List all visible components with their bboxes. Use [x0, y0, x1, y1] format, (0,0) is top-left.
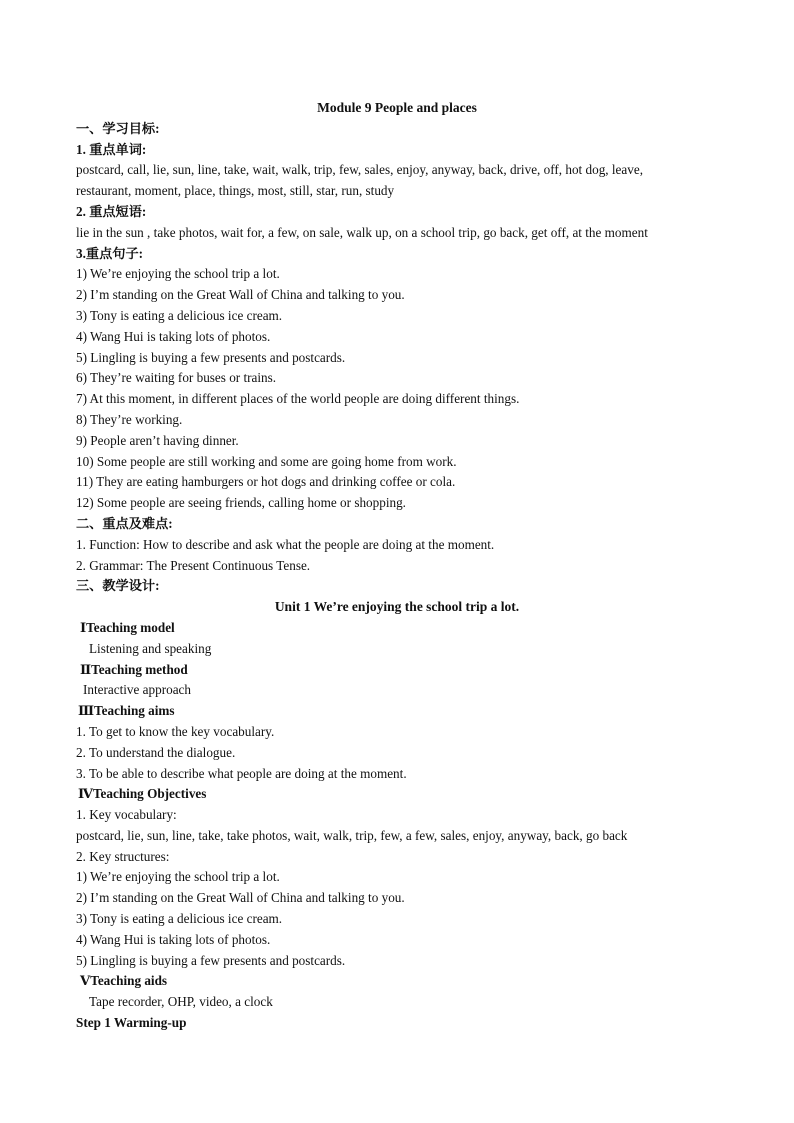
key-vocab-text: postcard, lie, sun, line, take, take photos, wait, walk, trip, few, a few, sales, enjoy, anyway, back, go back: [76, 827, 628, 843]
sentence-item: 9) People aren’t having dinner.: [76, 432, 239, 448]
phrases-text: lie in the sun , take photos, wait for, a few, on sale, walk up, on a school trip, go back, get off, at the moment: [76, 224, 648, 240]
key-structures-label: 2. Key structures:: [76, 848, 170, 864]
sentence-item: 4) Wang Hui is taking lots of photos.: [76, 328, 271, 344]
aim-item: 1. To get to know the key vocabulary.: [76, 723, 275, 739]
teaching-aims-heading: ⅢTeaching aims: [78, 703, 175, 719]
step-heading: Step 1 Warming-up: [76, 1015, 187, 1031]
structure-item: 5) Lingling is buying a few presents and postcards.: [76, 952, 346, 968]
vocab-heading: 1. 重点单词:: [76, 141, 147, 157]
structure-item: 4) Wang Hui is taking lots of photos.: [76, 931, 271, 947]
key-point-item: 1. Function: How to describe and ask what the people are doing at the moment.: [76, 536, 495, 552]
teaching-aids-heading: ⅤTeaching aids: [80, 973, 168, 989]
section-heading-objectives: 一、学习目标:: [76, 120, 160, 136]
sentence-item: 12) Some people are seeing friends, calling home or shopping.: [76, 495, 406, 511]
vocab-line-2: restaurant, moment, place, things, most, still, star, run, study: [76, 183, 395, 199]
key-point-item: 2. Grammar: The Present Continuous Tense.: [76, 557, 311, 573]
sentence-item: 1) We’re enjoying the school trip a lot.: [76, 266, 280, 282]
sentence-item: 10) Some people are still working and some are going home from work.: [76, 453, 457, 469]
key-vocab-label: 1. Key vocabulary:: [76, 807, 177, 823]
teaching-model-text: Listening and speaking: [89, 640, 212, 656]
sentence-item: 3) Tony is eating a delicious ice cream.: [76, 307, 283, 323]
section-heading-design: 三、教学设计:: [76, 578, 160, 594]
structure-item: 2) I’m standing on the Great Wall of China and talking to you.: [76, 890, 405, 906]
structure-item: 3) Tony is eating a delicious ice cream.: [76, 911, 283, 927]
structure-item: 1) We’re enjoying the school trip a lot.: [76, 869, 280, 885]
sentence-item: 11) They are eating hamburgers or hot dogs and drinking coffee or cola.: [76, 474, 456, 490]
teaching-aids-text: Tape recorder, OHP, video, a clock: [89, 994, 273, 1010]
document-title: Module 9 People and places: [317, 100, 477, 115]
teaching-method-heading: ⅡTeaching method: [80, 661, 188, 677]
teaching-model-heading: ⅠTeaching model: [80, 619, 175, 635]
section-heading-key-points: 二、重点及难点:: [76, 515, 173, 531]
teaching-method-text: Interactive approach: [83, 682, 191, 698]
sentence-item: 7) At this moment, in different places of the world people are doing different things.: [76, 391, 520, 407]
sentence-item: 8) They’re working.: [76, 411, 183, 427]
phrases-heading: 2. 重点短语:: [76, 203, 147, 219]
sentences-heading: 3.重点句子:: [76, 245, 144, 261]
teaching-objectives-heading: ⅣTeaching Objectives: [78, 786, 207, 802]
unit-title: Unit 1 We’re enjoying the school trip a lot.: [274, 599, 520, 615]
sentence-item: 2) I’m standing on the Great Wall of China and talking to you.: [76, 287, 405, 303]
aim-item: 2. To understand the dialogue.: [76, 744, 236, 760]
sentence-item: 5) Lingling is buying a few presents and postcards.: [76, 349, 346, 365]
document-page: [76, 98, 718, 1034]
vocab-line-1: postcard, call, lie, sun, line, take, wait, walk, trip, few, sales, enjoy, anyway, back, drive, off, hot dog, leave,: [76, 162, 644, 178]
sentence-item: 6) They’re waiting for buses or trains.: [76, 370, 277, 386]
aim-item: 3. To be able to describe what people are doing at the moment.: [76, 765, 407, 781]
